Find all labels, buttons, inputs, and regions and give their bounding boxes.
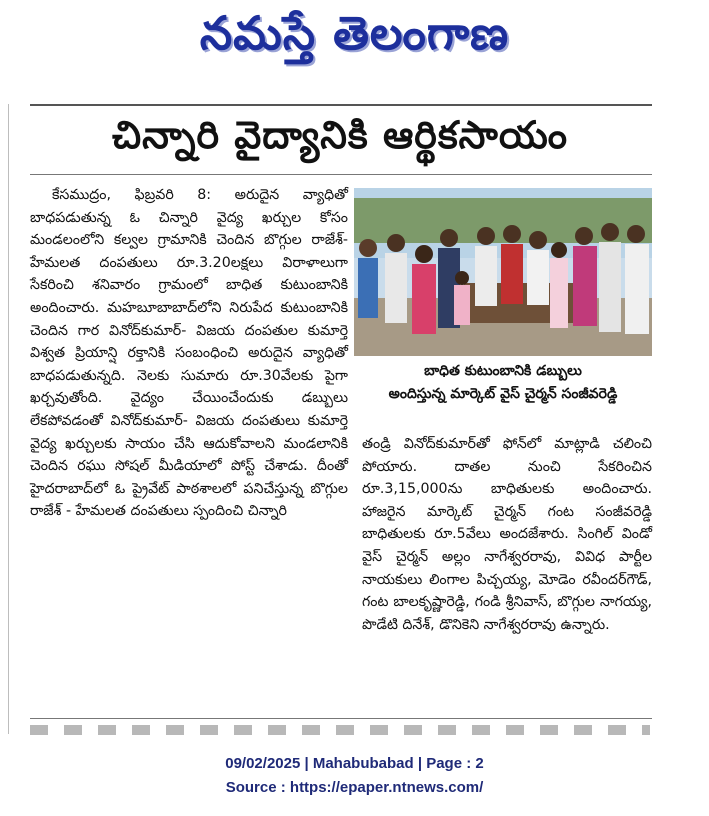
photo-caption-line1: బాధిత కుటుంబానికి డబ్బులు bbox=[424, 363, 582, 379]
left-column-text: కేసముద్రం, ఫిబ్రవరి 8: అరుదైన వ్యాధితో బాధపడుతున్న ఓ చిన్నారి వైద్య ఖర్చుల కోసం మండలంలోని కల్వల గ్రామానికి చెందిన బొగ్గుల రాజేశ్-హేమలత దంపతులు రూ.3.20లక్షలు విరాళాలుగా సేకరించి శనివారం గ్రామంలో బాధిత కుటుంబానికి అందించారు. మహబూబాబాద్‌లోని నిరుపేద కుటుంబానికి చెందిన గార వినోద్‌కుమార్- విజయ దంపతుల కుమార్తె విశ్వత ప్రియాన్షి రక్తానికి సంబంధించి అరుదైన వ్యాధితో బాధపడుతున్నది. నెలకు సుమారు రూ.30వేలకు పైగా ఖర్చవుతోంది. వైద్యం చేయించేందుకు డబ్బులు లేకపోవడంతో వినోద్‌కుమార్- విజయ దంపతులు కుమార్తె వైద్య ఖర్చులకు సాయం చేసి ఆదుకోవాలని మండలానికి చెందిన రఘు సోషల్ మీడియాలో పోస్ట్ చేశాడు. దీంతో హైదరాబాద్‌లో ఓ ప్రైవేట్ పాఠశాలలో పనిచేస్తున్న బొగ్గుల రాజేశ్ - హేమలత దంపతులు స్పందించి చిన్నారి bbox=[30, 187, 348, 520]
footer-date-edition: 09/02/2025 | Mahabubabad | Page : 2 bbox=[225, 755, 484, 772]
right-column-text: తండ్రి వినోద్‌కుమార్‌తో ఫోన్‌లో మాట్లాడి చలించి పోయారు. దాతల నుంచి సేకరించిన రూ.3,15,000ను బాధితులకు అందించారు. హాజరైన మార్కెట్ చైర్మన్ గంట సంజీవరెడ్డి బాధితులకు రూ.5వేలు అందజేశారు. సింగిల్ విండో వైస్ చైర్మన్ అల్లం నాగేశ్వరరావు, వివిధ పార్టీల నాయకులు లింగాల పిచ్చయ్య, మోడెం రవీందర్‌గౌడ్, గంట బాలకృష్ణారెడ్డి, గండి శ్రీనివాస్, బొగ్గుల నాగయ్య, పొడేటి దినేశ్, డొనికెని నాగేశ్వరరావు ఉన్నారు. bbox=[362, 436, 652, 633]
footer-source: Source : https://epaper.ntnews.com/ bbox=[225, 779, 484, 796]
photo-caption-line2: అందిస్తున్న మార్కెట్ వైస్ చైర్మన్ సంజీవరెడ్డి bbox=[388, 386, 618, 402]
photo-caption bbox=[354, 360, 652, 410]
masthead bbox=[0, 0, 709, 78]
page-footer bbox=[0, 752, 709, 800]
bottom-rule bbox=[30, 718, 652, 719]
next-article-cut-text bbox=[30, 725, 650, 735]
headline-bottom-rule bbox=[30, 174, 652, 175]
article-headline: చిన్నారి వైద్యానికి ఆర్థికసాయం bbox=[112, 113, 568, 157]
newspaper-logo: నమస్తే తెలంగాణ bbox=[199, 6, 510, 60]
adjacent-article-fragment bbox=[694, 110, 709, 730]
headline-top-rule bbox=[30, 104, 652, 106]
news-photo bbox=[354, 188, 652, 356]
article-right-column bbox=[362, 433, 652, 636]
photo-illustration bbox=[354, 188, 652, 356]
article-left-column bbox=[30, 184, 348, 523]
left-border bbox=[8, 104, 9, 734]
